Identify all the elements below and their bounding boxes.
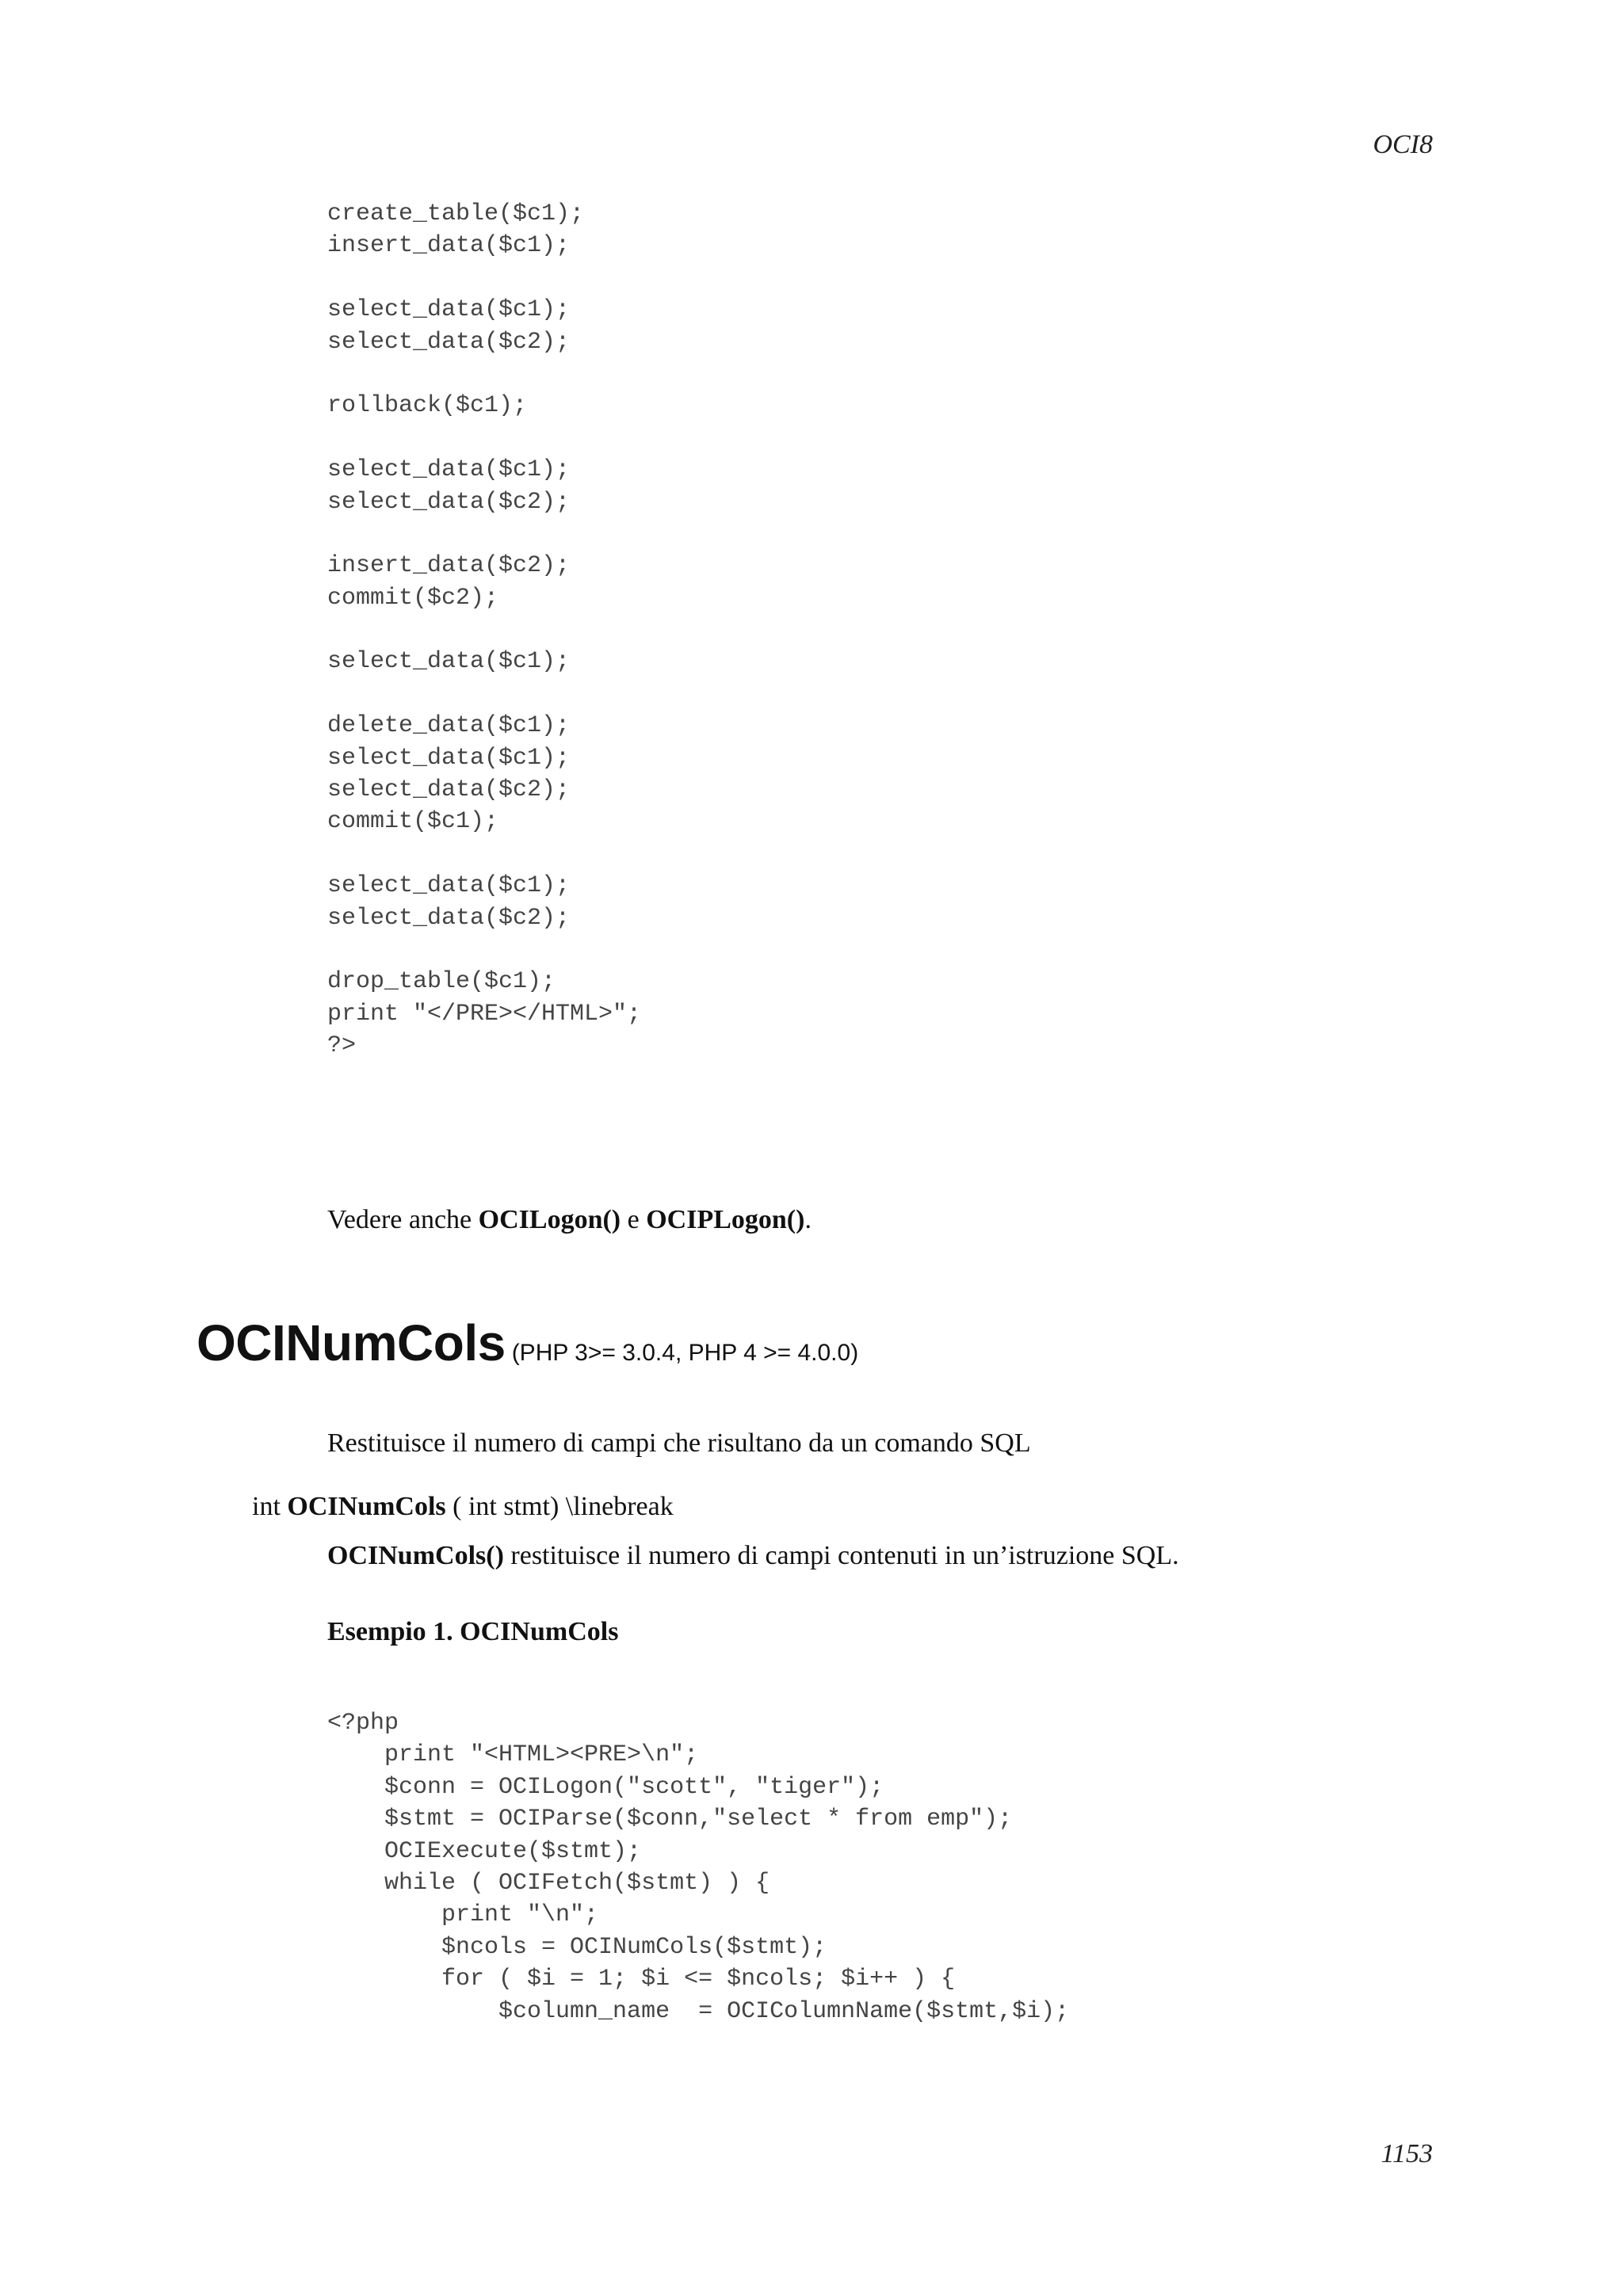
code-line: select_data($c1); xyxy=(327,744,571,772)
see-also-link-ociplogon[interactable]: OCIPLogon() xyxy=(646,1205,805,1234)
running-header: OCI8 xyxy=(1373,130,1433,159)
see-also xyxy=(327,1203,812,1238)
function-purpose: Restituisce il numero di campi che risultano da un comando SQL xyxy=(327,1428,1031,1458)
code-line: create_table($c1); xyxy=(327,200,585,227)
code-line xyxy=(327,422,641,454)
version-info: (PHP 3>= 3.0.4, PHP 4 >= 4.0.0) xyxy=(511,1340,859,1366)
code-line: OCIExecute($stmt); xyxy=(327,1837,642,1865)
code-line: select_data($c2); xyxy=(327,328,571,356)
code-line xyxy=(327,262,641,294)
code-line: select_data($c2); xyxy=(327,776,571,804)
code-line: commit($c1); xyxy=(327,808,499,836)
code-line xyxy=(327,934,641,966)
synopsis-params: ( int stmt) \linebreak xyxy=(445,1492,674,1521)
code-listing-top xyxy=(327,198,641,1062)
code-line: $conn = OCILogon("scott", "tiger"); xyxy=(327,1773,884,1801)
code-line: select_data($c1); xyxy=(327,456,571,484)
code-line: commit($c2); xyxy=(327,584,499,612)
code-line: delete_data($c1); xyxy=(327,712,571,740)
code-line: $column_name = OCIColumnName($stmt,$i); xyxy=(327,1997,1070,2025)
page-number: 1153 xyxy=(1381,2139,1433,2168)
code-line: $stmt = OCIParse($conn,"select * from emp"); xyxy=(327,1806,1013,1833)
code-line: select_data($c2); xyxy=(327,488,571,516)
code-line: select_data($c1); xyxy=(327,872,571,900)
function-name-heading: OCINumCols xyxy=(197,1314,506,1371)
see-also-conjunction: e xyxy=(621,1205,647,1234)
code-line: print "\n"; xyxy=(327,1901,599,1929)
code-line: ?> xyxy=(327,1032,357,1060)
description-function-name: OCINumCols() xyxy=(327,1541,504,1570)
code-line xyxy=(327,518,641,550)
code-line: insert_data($c2); xyxy=(327,552,571,580)
return-type: int xyxy=(252,1492,288,1521)
see-also-prefix: Vedere anche xyxy=(327,1205,479,1234)
example-title: Esempio 1. OCINumCols xyxy=(327,1617,619,1646)
see-also-link-ocilogon[interactable]: OCILogon() xyxy=(478,1205,621,1234)
code-line: insert_data($c1); xyxy=(327,232,571,260)
code-line: <?php xyxy=(327,1710,399,1737)
code-line: print "<HTML><PRE>\n"; xyxy=(327,1741,699,1769)
code-line: rollback($c1); xyxy=(327,392,528,420)
see-also-suffix: . xyxy=(804,1205,812,1234)
code-line xyxy=(327,358,641,390)
code-listing-example xyxy=(327,1707,1069,2027)
synopsis-function-name: OCINumCols xyxy=(287,1492,446,1521)
code-line: drop_table($c1); xyxy=(327,968,556,996)
function-synopsis xyxy=(252,1489,674,1524)
function-description xyxy=(327,1539,1179,1573)
code-line: $ncols = OCINumCols($stmt); xyxy=(327,1933,827,1961)
code-line xyxy=(327,678,641,710)
code-line: select_data($c1); xyxy=(327,648,571,676)
code-line: while ( OCIFetch($stmt) ) { xyxy=(327,1869,770,1897)
code-line xyxy=(327,838,641,870)
section-title xyxy=(197,1314,858,1372)
code-line: select_data($c1); xyxy=(327,296,571,324)
code-line: for ( $i = 1; $i <= $ncols; $i++ ) { xyxy=(327,1966,956,1993)
description-text: restituisce il numero di campi contenuti in un’istruzione SQL. xyxy=(503,1541,1179,1570)
code-line xyxy=(327,614,641,646)
code-line: print "</PRE></HTML>"; xyxy=(327,1000,642,1028)
code-line: select_data($c2); xyxy=(327,904,571,932)
